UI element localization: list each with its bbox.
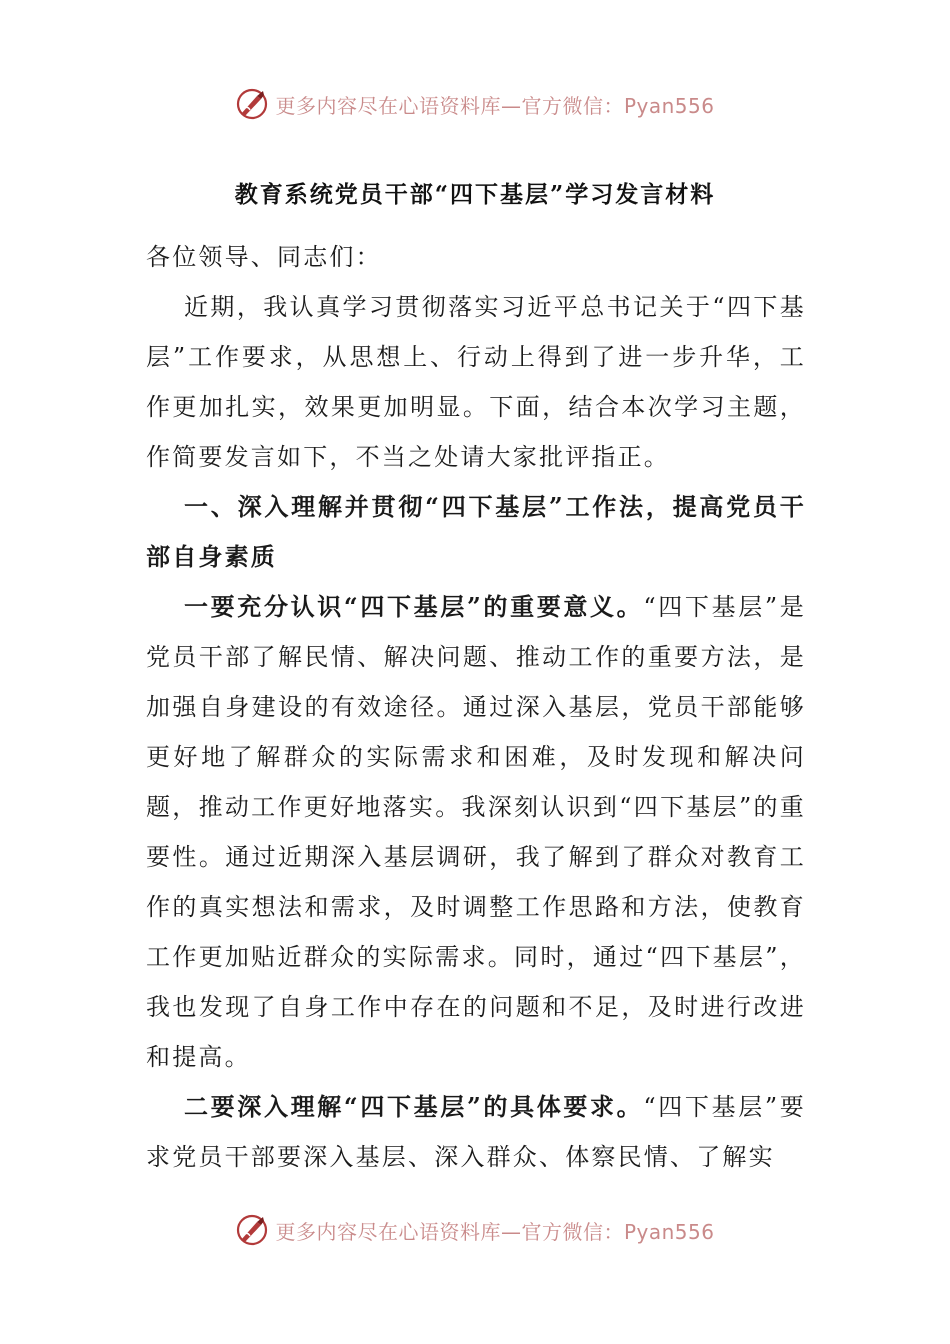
- watermark-text: 更多内容尽在心语资料库—官方微信：Pyan556: [275, 1219, 715, 1244]
- quill-logo-icon: [235, 87, 269, 121]
- document-title: 教育系统党员干部“四下基层”学习发言材料: [234, 181, 716, 208]
- section-heading: 一、深入理解并贯彻“四下基层”工作法，提高党员干部自身素质: [146, 492, 806, 571]
- document-body: [146, 232, 806, 1182]
- watermark-text: 更多内容尽在心语资料库—官方微信：Pyan556: [275, 93, 715, 118]
- paragraph-1-body: “四下基层”是党员干部了解民情、解决问题、推动工作的重要方法，是加强自身建设的有效途径。通过深入基层，党员干部能够更好地了解群众的实际需求和困难，及时发现和解决问题，推动工作更好地落实。我深刻认识到“四下基层”的重要性。通过近期深入基层调研，我了解到了群众对教育工作的真实想法和需求，及时调整工作思路和方法，使教育工作更加贴近群众的实际需求。同时，通过“四下基层”，我也发现了自身工作中存在的问题和不足，及时进行改进和提高。: [146, 593, 806, 1071]
- header-watermark: [0, 84, 950, 124]
- paragraph-2-body: “四下基层”要求党员干部要深入基层、深入群众、体察民情、了解实: [146, 1093, 806, 1171]
- intro-paragraph: 近期，我认真学习贯彻落实习近平总书记关于“四下基层”工作要求，从思想上、行动上得到了进一步升华，工作更加扎实，效果更加明显。下面，结合本次学习主题，作简要发言如下，不当之处请大家批评指正。: [146, 293, 806, 471]
- paragraph-2: [146, 1082, 806, 1182]
- salutation: 各位领导、同志们：: [146, 243, 382, 271]
- footer-watermark: [0, 1210, 950, 1250]
- paragraph-1-lead: 一要充分认识“四下基层”的重要意义。: [184, 592, 644, 621]
- quill-logo-icon: [235, 1213, 269, 1247]
- paragraph-1: [146, 582, 806, 1082]
- paragraph-2-lead: 二要深入理解“四下基层”的具体要求。: [184, 1092, 644, 1121]
